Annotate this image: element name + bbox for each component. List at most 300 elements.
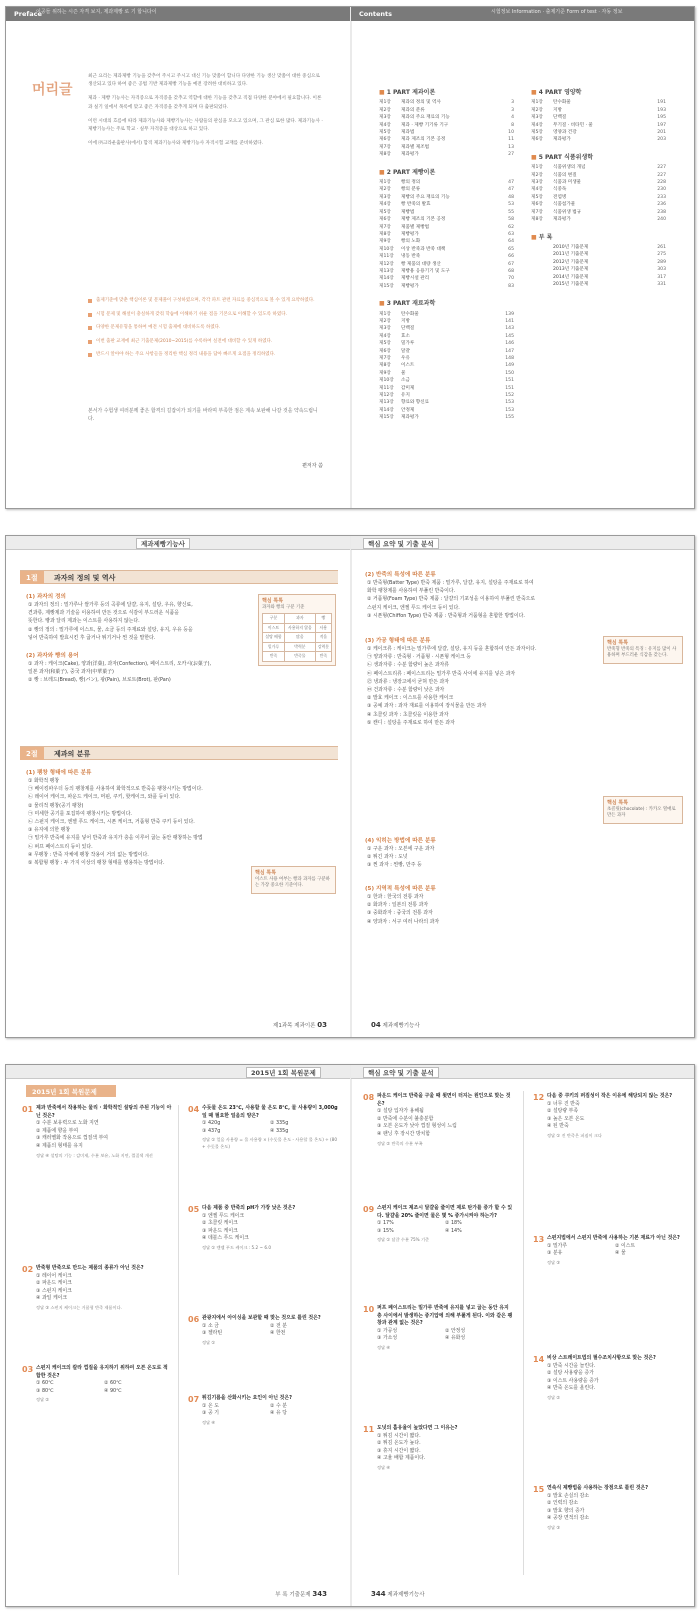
answer-option[interactable]: ④ 고율 배합 제품이다. — [377, 1455, 426, 1462]
text-line: ② 화과자 : 일본의 전통 과자 — [367, 902, 429, 909]
toc-page: 83 — [508, 283, 514, 289]
question-number: 09 — [363, 1205, 375, 1214]
preface-paragraph: 이런 시대의 흐름에 따라 제과기능사와 제빵기능사는 사람들의 관심을 모으고 있으며, 그 관심 또한 많다. 제과기능사 · 제빵기능사는 주로 학교 · 실무 자격증을 대상으로 하고 있다. — [88, 118, 323, 133]
answer-option[interactable]: ④ 한천 — [270, 1330, 286, 1337]
spread-exam — [5, 1064, 695, 1607]
text-line: 견과류, 제빵제과 기술을 이용하여 만든 것으로 식감이 부드러운 식품을 — [28, 610, 179, 617]
toc-title: 빵의 정의 — [401, 180, 421, 186]
toc-entry — [531, 209, 666, 216]
toc-title: 단백질 — [401, 326, 415, 332]
table-cell: 이스트 — [263, 623, 285, 633]
toc-page: 240 — [657, 217, 666, 223]
toc-page: 141 — [505, 318, 514, 324]
text-line: 화학 팽창제를 사용하여 부풀린 반죽이다. — [367, 588, 456, 595]
toc-page: 11 — [508, 137, 514, 143]
toc-page: 289 — [657, 259, 666, 265]
toc-entry — [531, 194, 666, 201]
note-heading: 핵심 톡톡 — [262, 598, 284, 604]
answer-option[interactable]: ② 초콜릿 케이크 — [202, 1220, 238, 1227]
toc-page: 143 — [505, 326, 514, 332]
toc-entry — [531, 107, 666, 114]
text-line: 일본 과자(和菓子), 중국 과자(中華菓子) — [28, 669, 114, 676]
answer-options — [377, 1220, 513, 1235]
answer-option[interactable]: ③ 휴지 시간이 짧다. — [377, 1447, 421, 1454]
answer-option[interactable]: ① 엔젤 푸드 케이크 — [202, 1212, 245, 1219]
band-tab: 2015년 1회 복원문제 — [246, 1067, 321, 1078]
answer-option[interactable]: ④ 유화성 — [445, 1335, 466, 1342]
question-text: 도넛의 흡유율이 높았다면 그 이유는? — [377, 1425, 458, 1431]
preface-bullets — [88, 297, 323, 365]
toc-chapter: 제5장 — [379, 341, 391, 347]
answer-options — [36, 1380, 172, 1395]
question-text: 제과 반죽에서 작용하는 물리 · 화학적인 설탕의 주된 기능이 아닌 것은? — [36, 1105, 172, 1119]
toc-chapter: 제2장 — [379, 318, 391, 324]
answer-explanation: 정답 ③ — [547, 1524, 561, 1530]
answer-option[interactable]: ④ 90℃ — [104, 1387, 122, 1394]
answer-option[interactable]: ② 반죽에 수분이 불충분함 — [377, 1115, 434, 1122]
toc-chapter: 제11장 — [379, 254, 394, 260]
toc-page: 238 — [657, 209, 666, 215]
toc-title: 2012년 기출문제 — [553, 259, 589, 265]
toc-entry — [379, 311, 514, 318]
answer-option[interactable]: ② 수 분 — [270, 1402, 287, 1409]
toc-title: 제과의 주요 재료의 기능 — [401, 115, 450, 121]
answer-option[interactable]: ④ 데블스 푸드 케이크 — [202, 1235, 249, 1242]
section-title: 제과의 분류 — [54, 750, 91, 758]
answer-option[interactable]: ② 튀김 온도가 높다. — [377, 1440, 421, 1447]
answer-option[interactable]: ① 가공성 — [377, 1327, 398, 1334]
body-text — [367, 645, 595, 727]
toc-chapter: 제14장 — [379, 407, 394, 413]
answer-option[interactable]: ③ 젤라틴 — [202, 1330, 223, 1337]
text-line: ⑤ 복합형 팽창 : 두 가지 이상의 팽창 형태를 병용하는 방법이다. — [28, 860, 165, 867]
toc-title: 무기질 · 비타민 · 물 — [553, 122, 593, 128]
question-block — [188, 1205, 338, 1251]
answer-explanation: 정답 ④ — [202, 1419, 216, 1425]
toc-chapter: 제8장 — [379, 152, 391, 158]
answer-option[interactable]: ③ 스펀지 케이크 — [36, 1287, 72, 1294]
answer-option[interactable]: ② 60℃ — [104, 1380, 122, 1387]
toc-title: 이스트 — [401, 363, 415, 369]
band-tab: 핵심 요약 및 기출 분석 — [363, 538, 439, 549]
answer-explanation: 정답 ① 엔젤 푸드 케이크 : 5.2 ~ 6.0 — [202, 1244, 272, 1250]
part-label: PART — [393, 89, 410, 96]
table-cell: 빵 — [315, 614, 331, 624]
key-note-box — [603, 636, 683, 664]
toc-chapter: 제7장 — [379, 224, 391, 230]
subheading: (2) 과자와 빵의 용어 — [26, 653, 79, 659]
toc-part-heading — [531, 89, 666, 96]
part-bullet-icon: ■ — [531, 153, 539, 161]
text-line: ③ 유지에 의한 팽창 — [28, 827, 71, 834]
page-number: 04 — [371, 1021, 381, 1029]
toc-page: 227 — [657, 165, 666, 171]
answer-option[interactable]: ② 인력의 감소 — [547, 1500, 579, 1507]
toc-title: 효소 — [401, 333, 410, 339]
toc-page: 64 — [508, 239, 514, 245]
toc-part — [531, 234, 666, 289]
question-number: 12 — [533, 1093, 545, 1102]
answer-option[interactable]: ① 설탕 입자가 용해됨 — [377, 1108, 424, 1115]
year-label: 2015년 1회 복원문제 — [26, 1085, 116, 1097]
toc-title: 식품위생의 개념 — [553, 165, 586, 171]
toc-page: 153 — [505, 407, 514, 413]
toc-entry — [379, 268, 514, 275]
text-line: ② 거품형(Foam Type) 반죽 제품 : 달걀의 기포성을 이용하여 부풀린 반죽으로 — [367, 596, 536, 603]
answer-option[interactable]: ③ 80℃ — [36, 1387, 54, 1394]
key-note-box — [258, 594, 336, 666]
answer-option[interactable]: ③ 가소성 — [377, 1335, 398, 1342]
answer-option[interactable]: ① 온 도 — [202, 1402, 219, 1409]
question-text: 반죽형 반죽으로 만드는 제품의 종류가 아닌 것은? — [36, 1265, 144, 1271]
toc-page: 13 — [508, 144, 514, 150]
table-cell: 박력분 — [285, 642, 316, 652]
answer-option[interactable]: ① 반죽 시간을 늘린다. — [547, 1362, 596, 1369]
answer-option[interactable]: ② 18% — [445, 1220, 462, 1227]
toc-page: 48 — [508, 194, 514, 200]
toc-chapter: 제4장 — [379, 122, 391, 128]
toc-entry — [379, 399, 514, 406]
answer-explanation: 정답 ① — [202, 1339, 216, 1345]
toc-entry — [531, 99, 666, 106]
toc-chapter: 제8장 — [531, 217, 543, 223]
text-line: ① 케이크류 : 케이크는 밀가루에 달걀, 설탕, 유지 등을 혼합하여 만든 과자이다. — [367, 646, 537, 652]
toc-page: 197 — [657, 122, 666, 128]
table-cell: 과자 — [285, 614, 316, 624]
toc-part-heading — [379, 169, 514, 176]
subheading: (1) 과자의 정의 — [26, 594, 66, 600]
part-number: 2 — [386, 168, 391, 176]
toc-part-heading — [379, 300, 514, 307]
answer-option[interactable]: ② 안정성 — [445, 1327, 466, 1334]
part-number: 1 — [386, 89, 391, 96]
body-text — [367, 893, 595, 926]
answer-option[interactable]: ④ 반죽 온도를 올린다. — [547, 1385, 596, 1392]
text-line: ③ 찐 과자 : 찐빵, 만주 등 — [367, 862, 422, 869]
part-bullet-icon: ■ — [379, 89, 387, 96]
toc-column-left — [379, 85, 514, 432]
toc-entry — [531, 114, 666, 121]
answer-option[interactable]: ① 레이어 케이크 — [36, 1272, 72, 1279]
subheading: (5) 지역적 특성에 따른 분류 — [365, 886, 436, 892]
answer-explanation: 정답 ① 얼음 사용량 = 물 사용량 × (수돗물 온도 - 사용할 물 온도) ÷ (80 + 수돗물 온도) — [202, 1137, 337, 1149]
question-text: 스펀지 케이크의 칼라 껍질을 유지하기 위하여 오븐 온도로 적합한 것은? — [36, 1365, 168, 1379]
spread-preface-contents — [5, 6, 695, 509]
answer-option[interactable]: ② 전 분 — [270, 1322, 287, 1329]
toc-chapter — [531, 281, 553, 288]
part-label: PART — [545, 89, 562, 96]
toc-page: 65 — [508, 246, 514, 252]
toc-entry — [379, 283, 514, 290]
answer-option[interactable]: ③ 발효 향의 증가 — [547, 1507, 585, 1514]
toc-entry — [379, 231, 514, 238]
body-text — [367, 579, 595, 620]
answer-option[interactable]: ③ 공 기 — [202, 1410, 219, 1417]
body-text — [28, 660, 250, 685]
answer-explanation: 정답 ② — [36, 1397, 50, 1403]
toc-title: 물 — [401, 370, 406, 376]
question-number: 01 — [22, 1105, 34, 1114]
preface-body — [88, 73, 323, 154]
toc-entry — [531, 244, 666, 251]
answer-option[interactable]: ② 이스트 — [615, 1242, 636, 1249]
answer-option[interactable]: ③ 이스트 사용량을 증가 — [547, 1377, 599, 1384]
question-block — [188, 1315, 338, 1346]
answer-option[interactable]: ① 420g — [202, 1120, 221, 1127]
answer-explanation: 정답 ① 달걀 수분 75% 기준 — [377, 1237, 430, 1243]
toc-title: 식품위생 법규 — [553, 209, 582, 215]
toc-column-right — [531, 85, 666, 298]
toc-entry — [531, 122, 666, 129]
answer-option[interactable]: ④ 14% — [445, 1227, 462, 1234]
toc-entry — [379, 122, 514, 129]
toc-page: 261 — [657, 244, 666, 250]
answer-option[interactable]: ④ 제품의 형태를 유지 — [36, 1142, 83, 1149]
answer-option[interactable]: ② 설탕 사용량을 증가 — [547, 1370, 594, 1377]
column-divider — [178, 1105, 179, 1575]
answer-option[interactable]: ④ 팬닝 후 장시간 방치함 — [377, 1130, 431, 1137]
section-number: 2절 — [20, 747, 44, 760]
answer-option[interactable]: ④ 된 반죽 — [547, 1123, 569, 1130]
toc-entry — [379, 318, 514, 325]
toc-chapter: 제5장 — [531, 194, 543, 200]
table-cell: 구분 — [263, 614, 285, 624]
toc-page: 331 — [657, 281, 666, 287]
toc-title: 감미제 — [401, 385, 415, 391]
toc-page: 139 — [505, 311, 514, 317]
toc-chapter: 제8장 — [379, 363, 391, 369]
toc-page: 203 — [657, 137, 666, 143]
toc-title: 단백질 — [553, 115, 567, 121]
toc-part — [379, 169, 514, 291]
exam-page-left — [6, 1065, 351, 1606]
toc-part — [531, 89, 666, 144]
toc-chapter: 제5장 — [531, 130, 543, 136]
text-line: ② 빵 : 브레드(Bread), 빵(パン), 팡(Pain), 브로트(Brot), 판(Pan) — [28, 677, 171, 684]
answer-option[interactable]: ① 너무 진 반죽 — [547, 1100, 580, 1107]
preface-page — [6, 7, 351, 508]
toc-title: 이상 반죽과 반죽 대책 — [401, 246, 446, 252]
toc-chapter: 제12장 — [379, 393, 394, 399]
toc-title: 향료와 향신료 — [401, 400, 430, 406]
answer-option[interactable]: ④ 유 당 — [270, 1410, 287, 1417]
toc-chapter: 제6장 — [379, 137, 391, 143]
toc-entry — [531, 281, 666, 288]
text-line: ㉣ 냉과류 : 냉장고에서 굳혀 만든 과자 — [367, 678, 450, 685]
question-block — [363, 1425, 513, 1471]
question-block — [188, 1105, 338, 1150]
toc-page: 233 — [657, 194, 666, 200]
part-label: 록 — [546, 233, 553, 241]
text-line: ① 반죽형(Batter Type) 반죽 제품 : 밀가루, 달걀, 유지, 설탕을 주재료로 하여 — [367, 580, 534, 586]
toc-entry — [531, 259, 666, 266]
toc-chapter: 제9장 — [379, 370, 391, 376]
toc-title: 제빵법 — [401, 209, 415, 215]
answer-option[interactable]: ④ 공장 면적의 감소 — [547, 1515, 590, 1522]
question-number: 05 — [188, 1205, 200, 1214]
toc-title: 제품별 제빵법 — [401, 224, 430, 230]
part-label: PART — [393, 300, 410, 308]
answer-option[interactable]: ③ 15% — [377, 1227, 394, 1234]
answer-option[interactable]: ① 발효 손실의 감소 — [547, 1492, 590, 1499]
toc-page: 236 — [657, 202, 666, 208]
answer-option[interactable]: ① 60℃ — [36, 1380, 54, 1387]
answer-option[interactable]: ③ 높은 오븐 온도 — [547, 1115, 585, 1122]
answer-option[interactable]: ① 수분 보유력으로 노화 지연 — [36, 1120, 99, 1127]
question-text: 튀김기름을 산화시키는 요인이 아닌 것은? — [202, 1395, 292, 1401]
toc-page: 151 — [505, 385, 514, 391]
text-line: 넣어 반죽하여 발효시킨 후 굽거나 튀기거나 찐 것을 말한다. — [28, 634, 156, 641]
toc-page: 27 — [508, 152, 514, 158]
answer-option[interactable]: ③ 오븐 온도가 낮아 껍질 형성이 느림 — [377, 1123, 457, 1130]
answer-option[interactable]: ② 설탕량 부족 — [547, 1108, 579, 1115]
toc-entry — [531, 179, 666, 186]
text-line: ⑤ 캔디 : 설탕을 주재료로 하여 만든 과자 — [367, 719, 455, 726]
text-line: ① 한과 : 한국의 전통 과자 — [367, 894, 424, 900]
answer-explanation: 정답 ④ — [377, 1464, 391, 1470]
answer-option[interactable]: ④ 물 — [615, 1250, 626, 1257]
question-number: 10 — [363, 1305, 375, 1314]
toc-entry — [379, 186, 514, 193]
text-line: ② 물리적 팽창(공기 팽창) — [28, 802, 84, 809]
toc-entry — [531, 216, 666, 223]
toc-title: 제과의 정의 및 역사 — [401, 100, 441, 106]
text-line: ㉠ 양과자류 : 반죽형 · 거품형 · 시폰형 케이크 등 — [367, 654, 471, 661]
toc-chapter: 제5장 — [379, 130, 391, 136]
toc-chapter: 제7장 — [379, 356, 391, 361]
toc-title: 빵의 분류 — [401, 187, 421, 193]
text-line: ㉠ 베이킹파우더 등의 팽창제를 사용하여 화학적으로 반죽을 팽창시키는 방법이다. — [28, 786, 203, 793]
text-line: ④ 무팽창 : 반죽 자체에 팽창 작용이 거의 없는 방법이다. — [28, 851, 149, 858]
table-cell: 적음 — [315, 633, 331, 643]
answer-option[interactable]: ① 소 금 — [202, 1322, 219, 1329]
toc-entry — [379, 144, 514, 151]
toc-chapter: 제2장 — [379, 107, 391, 113]
answer-option[interactable]: ② 제품에 향을 부여 — [36, 1127, 79, 1134]
question-block — [363, 1205, 513, 1244]
note-text: 이스트 사용 여부는 빵과 과자를 구분하는 가장 중요한 기준이다. — [255, 876, 330, 888]
text-line: ㉡ 레이어 케이크, 파운드 케이크, 머핀, 쿠키, 핫케이크, 와플 등이 있다. — [28, 794, 181, 801]
toc-page: 155 — [505, 415, 514, 421]
toc-entry — [379, 407, 514, 414]
toc-entry — [379, 253, 514, 260]
note-table — [262, 613, 332, 662]
answer-options — [377, 1328, 513, 1343]
toc-page: 153 — [505, 400, 514, 406]
answer-option[interactable]: ④ 과일 케이크 — [36, 1295, 68, 1302]
answer-explanation: 정답 ④ 설탕의 기능 : 감미제, 수분 보유, 노화 지연, 껍질색 개선 — [36, 1152, 153, 1158]
toc-entry — [379, 129, 514, 136]
toc-chapter: 제2장 — [531, 107, 543, 113]
answer-option[interactable]: ③ 437g — [202, 1127, 221, 1134]
toc-entry — [379, 216, 514, 223]
toc-chapter: 제9장 — [379, 239, 391, 245]
answer-option[interactable]: ③ 분유 — [547, 1250, 563, 1257]
toc-title: 영양과 건강 — [553, 130, 577, 136]
part-number: 3 — [386, 300, 391, 308]
question-text: 관광지에서 아이싱을 보관할 때 맞는 것으로 틀린 것은? — [202, 1315, 321, 1321]
preface-paragraph: 이에 ㈜크라운출판사(에서) 합격 제과기능사와 제빵기능사 자격시험 교재를 준비하였다. — [88, 141, 264, 147]
table-cell: 강력분 — [315, 642, 331, 652]
toc-title: 우유 — [401, 356, 410, 361]
note-heading: 핵심 톡톡 — [607, 640, 629, 646]
toc-title: 식품첨가물 — [553, 202, 576, 208]
text-line: ④ 초콜릿 과자 : 초콜릿을 이용한 과자 — [367, 711, 449, 718]
toc-chapter: 제6장 — [531, 202, 543, 208]
part-title: 재료과학 — [412, 300, 436, 308]
toc-page: 3 — [511, 107, 514, 113]
toc-chapter: 제11장 — [379, 385, 394, 391]
question-text: 파운드 케이크 반죽을 구울 때 윗면이 터지는 원인으로 맞는 것은? — [377, 1093, 511, 1107]
question-block — [188, 1395, 338, 1426]
answer-option[interactable]: ① 밀가루 — [547, 1242, 568, 1249]
answer-option[interactable]: ② 파운드 케이크 — [36, 1280, 72, 1287]
text-line: ㉡ 퍼프 페이스트리 등이 있다. — [28, 843, 93, 850]
answer-option[interactable]: ② 335g — [270, 1120, 289, 1127]
answer-option[interactable]: ① 튀김 시간이 짧다. — [377, 1432, 421, 1439]
section-number: 1절 — [20, 571, 44, 584]
note-text: 초콜릿(chocolate) : 카카오 열매로 만든 과자 — [607, 806, 676, 818]
toc-entry — [379, 392, 514, 399]
page-footer — [371, 1590, 425, 1598]
toc-chapter: 제1장 — [379, 100, 391, 106]
table-cell: 설탕 배합 — [263, 633, 285, 643]
band-tab: 핵심 요약 및 기출 분석 — [363, 1067, 439, 1078]
body-text — [28, 777, 328, 867]
toc-entry — [379, 224, 514, 231]
toc-page: 146 — [505, 341, 514, 347]
toc-entry — [379, 246, 514, 253]
toc-chapter — [531, 244, 553, 251]
answer-option[interactable]: ① 17% — [377, 1220, 394, 1227]
toc-part-heading — [379, 89, 514, 96]
toc-chapter: 제8장 — [379, 231, 391, 237]
toc-page: 228 — [657, 180, 666, 186]
question-block — [363, 1305, 513, 1351]
toc-entry — [531, 136, 666, 143]
toc-chapter: 제1장 — [379, 180, 391, 186]
toc-entry — [531, 172, 666, 179]
question-text: 수돗물 온도 23℃, 사용할 물 온도 8℃, 물 사용량이 3,000g일 때 필요한 얼음의 양은? — [202, 1105, 338, 1119]
toc-page: 191 — [657, 100, 666, 106]
preface-author: 편저자 씀 — [302, 463, 323, 469]
footer-label: 제과제빵기능사 — [382, 1023, 420, 1029]
answer-option[interactable]: ③ 캐러멜화 작용으로 껍질색 부여 — [36, 1135, 109, 1142]
toc-entry — [379, 325, 514, 332]
table-cell: 반죽물 — [285, 652, 316, 662]
toc-chapter: 제12장 — [379, 261, 394, 267]
toc-title: 안정제 — [401, 407, 415, 413]
toc-title: 2014년 기출문제 — [553, 274, 589, 280]
answer-options — [202, 1403, 338, 1418]
part-bullet-icon: ■ — [379, 300, 387, 308]
text-line: ② 튀긴 과자 : 도넛 — [367, 854, 408, 861]
answer-option[interactable]: ③ 파운드 케이크 — [202, 1227, 238, 1234]
toc-title: 제빵 제조의 기본 공정 — [401, 217, 446, 223]
toc-title: 제과평가 — [553, 137, 571, 143]
toc-page: 10 — [508, 130, 514, 136]
question-number: 11 — [363, 1425, 375, 1434]
toc-chapter: 제1장 — [379, 311, 391, 317]
toc-title: 제과법 — [401, 130, 415, 136]
text-line: ㉠ 밀가루 반죽에 유지를 넣어 반죽과 유지가 층을 이루어 굽는 동안 팽창하는 방법 — [28, 835, 203, 842]
toc-chapter — [531, 251, 553, 258]
toc-entry — [379, 194, 514, 201]
subheading: (3) 가공 형태에 따른 분류 — [365, 638, 431, 644]
question-block — [533, 1485, 683, 1531]
answer-option[interactable]: ④ 335g — [270, 1127, 289, 1134]
toc-title: 밀가루 — [401, 341, 415, 347]
